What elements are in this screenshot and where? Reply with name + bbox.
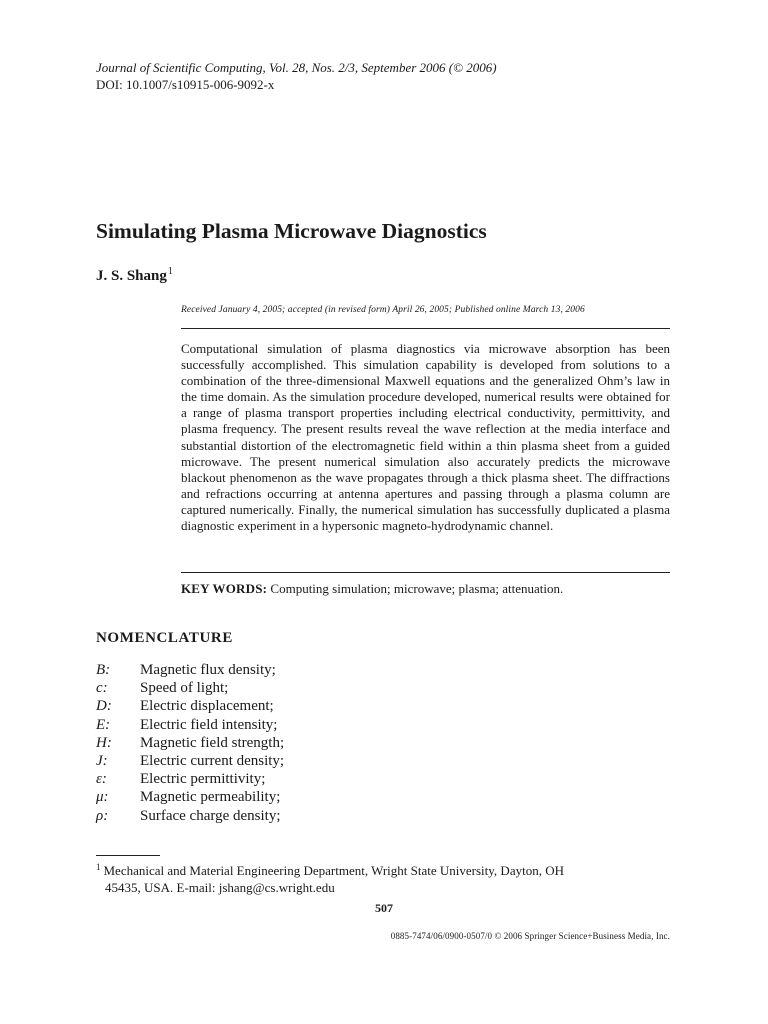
nomenclature-definition: Surface charge density; [140, 807, 281, 824]
abstract-bottom-rule [181, 572, 670, 573]
nomenclature-symbol: ρ: [96, 807, 109, 824]
footnote-rule [96, 855, 160, 856]
nomenclature-symbol: J: [96, 752, 108, 769]
footnote [96, 859, 670, 896]
author-name: J. S. Shang [96, 268, 167, 284]
author-line [96, 263, 173, 285]
article-title: Simulating Plasma Microwave Diagnostics [96, 219, 487, 243]
nomenclature-definition: Magnetic field strength; [140, 734, 285, 751]
nomenclature-definition: Electric field intensity; [140, 716, 278, 733]
nomenclature-symbol: H: [96, 734, 112, 751]
footnote-line-1: Mechanical and Material Engineering Department, Wright State University, Dayton, OH [103, 863, 564, 878]
keywords-list: Computing simulation; microwave; plasma; attenuation. [270, 581, 564, 596]
nomenclature-list [96, 661, 496, 825]
copyright-line: 0885-7474/06/0900-0507/0 © 2006 Springer Science+Business Media, Inc. [390, 931, 670, 941]
nomenclature-symbol: ε: [96, 771, 107, 788]
journal-citation: Journal of Scientific Computing, Vol. 28, Nos. 2/3, September 2006 (© 2006) [96, 60, 497, 75]
nomenclature-symbol: E: [96, 716, 111, 733]
footnote-line-2[interactable]: 45435, USA. E-mail: jshang@cs.wright.edu [105, 880, 335, 895]
nomenclature-definition: Magnetic flux density; [140, 662, 276, 678]
footnote-mark: 1 [96, 862, 101, 872]
nomenclature-item [96, 788, 496, 806]
nomenclature-item [96, 697, 496, 715]
keywords-label: KEY WORDS: [181, 581, 268, 596]
nomenclature-symbol: D: [96, 698, 112, 715]
nomenclature-item [96, 679, 496, 697]
abstract-top-rule [181, 328, 670, 329]
nomenclature-item [96, 752, 496, 770]
nomenclature-definition: Magnetic permeability; [140, 789, 281, 806]
nomenclature-symbol: μ: [96, 789, 109, 806]
nomenclature-item [96, 734, 496, 752]
abstract-text: Computational simulation of plasma diagnostics via microwave absorption has been successfully accomplished. This simulation capability is developed from solutions to a combination of the three-dimensional Maxwell equations and the generalized Ohm’s law in the time domain. As the simulation procedure developed, numerical results were obtained for a range of plasma transport properties including electrical conductivity, permittivity, and plasma frequency. The present results reveal the wave reflection at the media interface and substantial distortion of the electromagnetic field within a thin plasma sheet from a guided microwave. The present numerical simulation also accurately predicts the microwave blackout phenomenon as the wave propagates through a thick plasma sheet. The diffractions and refractions occurring at antenna apertures and passing through a plasma column are captured numerically. Finally, the numerical simulation has successfully duplicated a plasma diagnostic experiment in a hypersonic magneto-hydrodynamic channel. [181, 341, 670, 534]
keywords [181, 581, 563, 597]
nomenclature-symbol: B: [96, 662, 111, 678]
page-number-text: 507 [375, 901, 393, 915]
nomenclature-definition: Speed of light; [140, 680, 229, 697]
nomenclature-item [96, 716, 496, 734]
page-number [0, 901, 768, 915]
nomenclature-item [96, 661, 496, 679]
received-dates: Received January 4, 2005; accepted (in revised form) April 26, 2005; Published online March 13, 2006 [181, 305, 585, 315]
nomenclature-symbol: c: [96, 680, 108, 697]
nomenclature-heading: NOMENCLATURE [96, 630, 233, 646]
nomenclature-definition: Electric displacement; [140, 698, 274, 715]
nomenclature-item [96, 770, 496, 788]
nomenclature-definition: Electric permittivity; [140, 771, 266, 788]
author-footnote-mark[interactable]: 1 [167, 266, 173, 277]
nomenclature-definition: Electric current density; [140, 752, 285, 769]
doi-line[interactable]: DOI: 10.1007/s10915-006-9092-x [96, 77, 275, 92]
nomenclature-item [96, 807, 496, 825]
